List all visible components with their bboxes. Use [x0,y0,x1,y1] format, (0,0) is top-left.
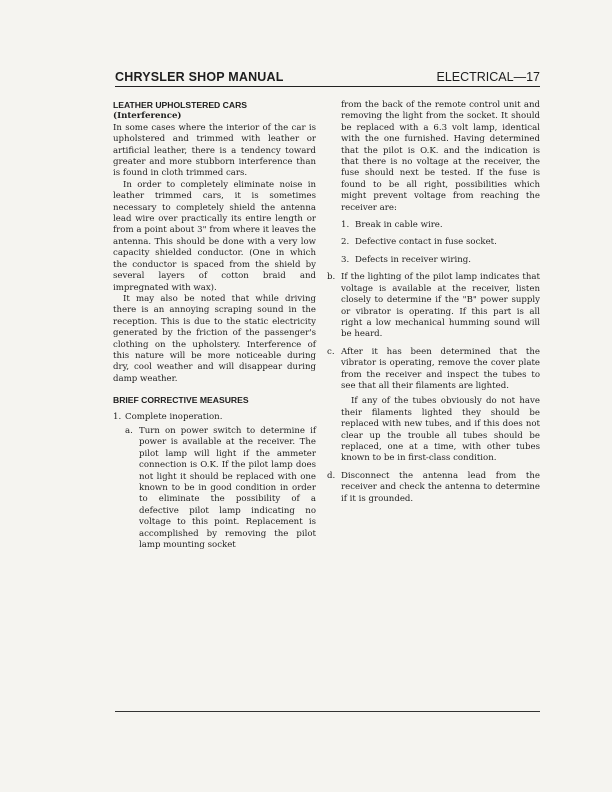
list-item [327,272,540,340]
list-label: b. [327,272,336,283]
list-text: If the lighting of the pilot lamp indicates that voltage is available at the receiver, listen closely to determine if the "B" power supply or vibrator is operating. If this part is all right a low mechanical humming sound will be heard. [341,272,540,340]
paragraph: In some cases where the interior of the car is upholstered and trimmed with leather or artificial leather, there is a tendency toward greater and more stubborn interference than is found in cloth trimmed cars. [113,122,316,179]
list-label: a. [125,425,133,436]
list-text: Turn on power switch to determine if power is available at the receiver. The pilot lamp will light if the ammeter connection is O.K. If the pilot lamp does not light it should be replaced with one known to be in good condition in order to eliminate the possibility of a defective pilot lamp indicating no voltage to this point. Replacement is accomplished by removing the pilot lamp mounting socket [139,425,316,551]
list-item [341,255,540,266]
left-column [113,100,316,551]
right-column [327,100,540,505]
section-heading: LEATHER UPHOLSTERED CARS [113,100,248,110]
list-text: Disconnect the antenna lead from the receiver and check the antenna to determine if it is grounded. [341,470,540,504]
list-label: 1. [113,411,122,422]
list-label: 3. [341,254,350,265]
section-subheading: (Interference) [113,111,182,122]
list-label: d. [327,470,336,481]
list-text: After it has been determined that the vibrator is operating, remove the cover plate from the receiver and inspect the tubes to see that all their filaments are lighted. [341,346,540,391]
page-header [115,70,540,84]
list-text: If any of the tubes obviously do not have their filaments lighted they should be replaced with new tubes, and if this does not clear up the trouble all tubes should be replaced, one at a time, with other tubes known to be in first-class condition. [341,396,540,464]
section-heading: BRIEF CORRECTIVE MEASURES [113,395,249,406]
manual-title: CHRYSLER SHOP MANUAL [115,70,284,84]
list-item [113,412,316,423]
list-text: Break in cable wire. [355,220,443,231]
list-item [327,471,540,505]
list-item [327,347,540,465]
list-label: 1. [341,220,350,231]
list-item [341,220,540,231]
list-item [341,237,540,248]
paragraph: In order to completely eliminate noise in leather trimmed cars, it is sometimes necessary to completely shield the antenna lead wire over practically its entire length or from a point about 3" from where it leaves the antenna. This should be done with a very low capacity shielded conductor. (One in which the conductor is spaced from the shield by several layers of cotton braid and impregnated with wax). [113,179,316,293]
list-text: Defective contact in fuse socket. [355,237,497,248]
list-text: Complete inoperation. [125,411,223,422]
header-rule [115,86,540,87]
paragraph: It may also be noted that while driving there is an annoying scraping sound in the reception. This is due to the static electricity generated by the friction of the passenger's clothing on the upholstery. Interference of this nature will be more noticeable during dry, cool weather and will disappear during damp weather. [113,293,316,384]
possibility-list [341,220,540,266]
list-text: Defects in receiver wiring. [355,254,472,265]
list-label: c. [327,346,335,357]
paragraph: from the back of the remote control unit and removing the light from the socket. It should be replaced with a 6.3 volt lamp, identical with the one furnished. Having determined that the pilot is O.K. and the indication is that there is no voltage at the receiver, the fuse should next be tested. If the fuse is found to be all right, possibilities which might prevent voltage from reaching the receiver are: [341,100,540,213]
list-label: 2. [341,237,350,248]
section-page-number: ELECTRICAL—17 [436,70,540,84]
footer-rule [115,711,540,712]
list-item [113,426,316,551]
